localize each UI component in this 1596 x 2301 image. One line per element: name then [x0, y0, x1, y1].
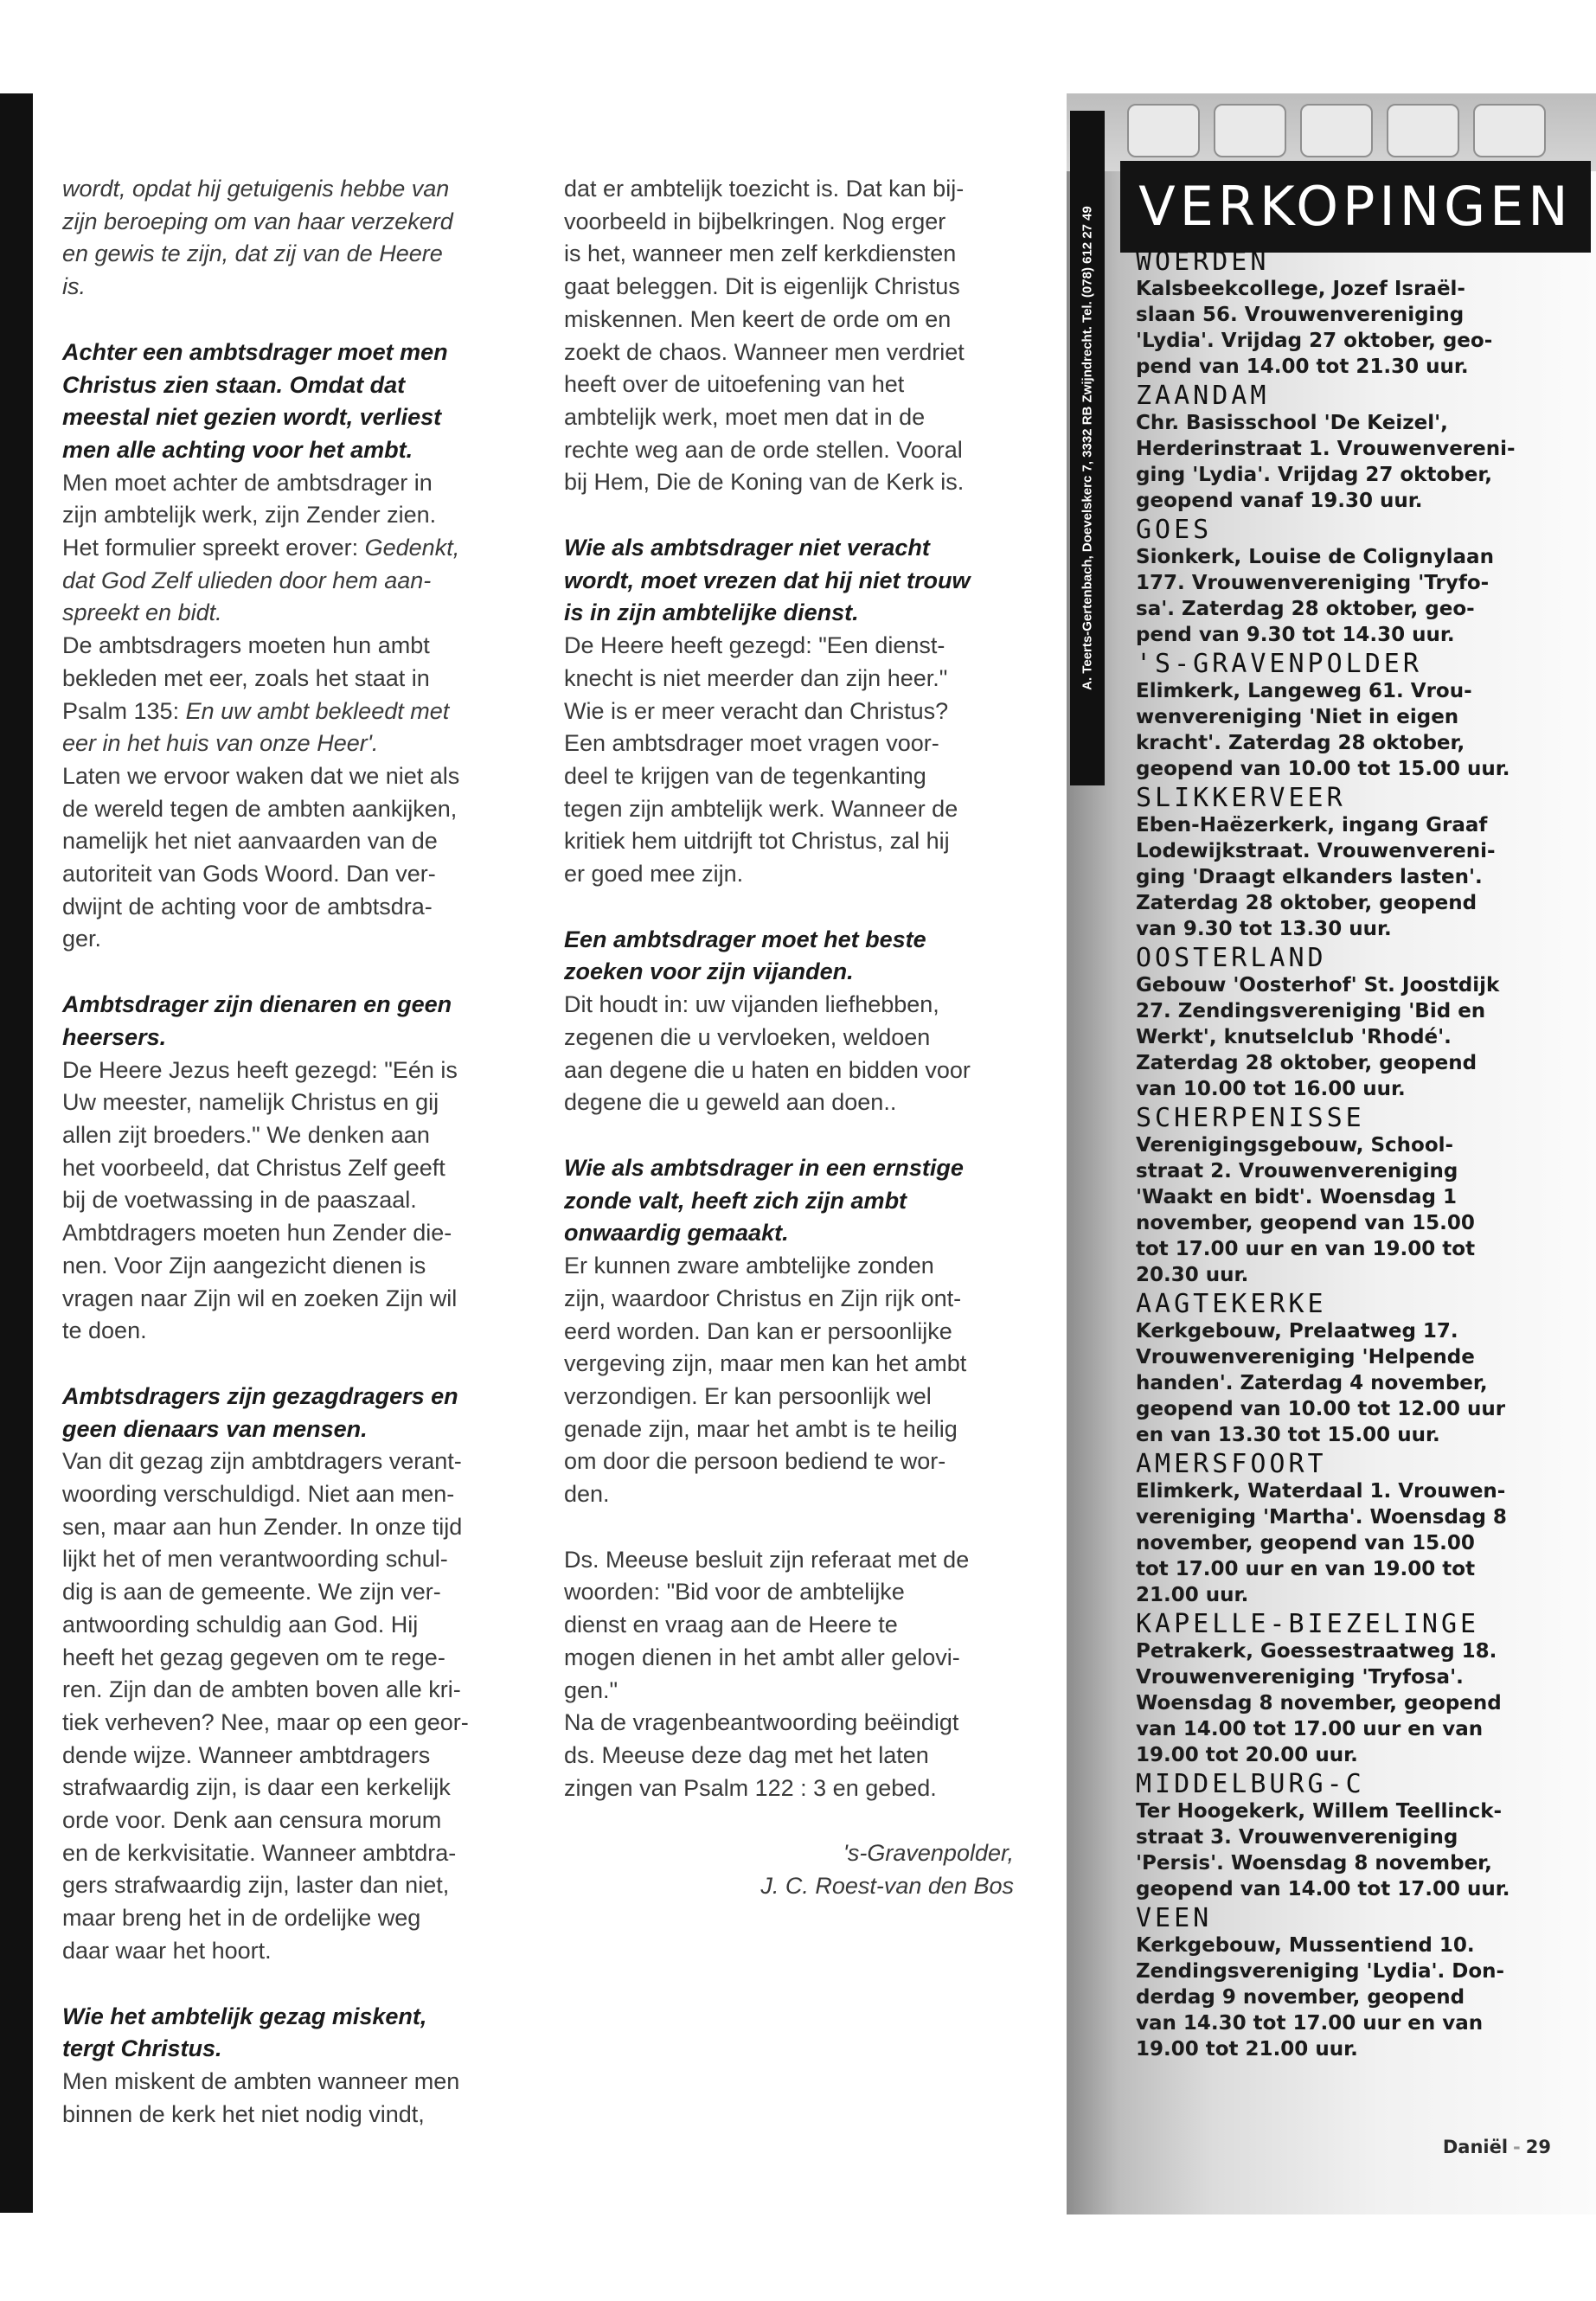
sale-entry-detail: Vrouwenvereniging 'Helpende [1136, 1346, 1475, 1368]
sale-entry-detail: 'Waakt en bidt'. Woensdag 1 [1136, 1186, 1457, 1208]
article-signature: 's-Gravenpolder, J. C. Roest-van den Bos [760, 1840, 1014, 1900]
magazine-name: Daniël [1442, 2137, 1509, 2157]
sale-entry-detail: vereniging 'Martha'. Woensdag 8 [1136, 1506, 1507, 1529]
sale-entry-place: KAPELLE-BIEZELINGE [1136, 1609, 1480, 1639]
sale-entry [1136, 784, 1586, 942]
sale-entry-detail: Elimkerk, Langeweg 61. Vrou- [1136, 680, 1472, 702]
sale-entry [1136, 1610, 1586, 1768]
sale-entry-detail: geopend van 10.00 tot 12.00 uur [1136, 1398, 1506, 1420]
sale-entry-detail: Zaterdag 28 oktober, geopend [1136, 892, 1477, 914]
c1-paragraph-4: Van dit gezag zijn ambtdragers verant- woording verschuldigd. Niet aan men- sen, maar aan hun Zender. In onze tijd lijkt het of men verantwoording schul- dig is aan de gemeente. We zijn ver- antwoording schuldig aan God. Hij heeft het gezag gegeven om te rege- ren. Zijn dan de ambten boven alle kri- tiek verheven? Nee, maar op een geor- dende wijze. Wanneer ambtdragers strafwaardig zijn, is daar een kerkelijk orde voor. Denk aan censura morum en de kerkvisitatie. Wanneer ambtdra- gers strafwaardig zijn, laster dan niet, maar breng het in de ordelijke weg daar waar het hoort. [62, 1448, 469, 1964]
c1-subheading-ambtsdrager-christus: Achter een ambtsdrager moet men Christus zien staan. Omdat dat meestal niet gezien wordt, verliest men alle achting voor het ambt. [62, 338, 448, 463]
keyboard-key [1473, 104, 1546, 157]
c1-paragraph-5: Men miskent de ambten wanneer men binnen de kerk het niet nodig vindt, [62, 2067, 460, 2127]
sale-entry [1136, 381, 1586, 514]
c2-subheading-vijanden: Een ambtsdrager moet het beste zoeken voor zijn vijanden. [564, 926, 926, 985]
sale-entry [1136, 944, 1586, 1102]
sale-entry-detail: straat 3. Vrouwenvereniging [1136, 1826, 1458, 1849]
sale-entry-detail: 20.30 uur. [1136, 1264, 1249, 1286]
sale-entry-detail: Sionkerk, Louise de Colignylaan [1136, 546, 1494, 568]
sale-entry-detail: tot 17.00 uur en van 19.00 tot [1136, 1238, 1476, 1260]
sale-entry-detail: van 14.30 tot 17.00 uur en van [1136, 2012, 1484, 2035]
sale-entry-detail: Chr. Basisschool 'De Keizel', [1136, 412, 1448, 434]
sale-entry-detail: Ter Hoogekerk, Willem Teellinck- [1136, 1800, 1503, 1823]
sale-entry-detail: 177. Vrouwenvereniging 'Tryfo- [1136, 572, 1490, 594]
sale-entry-detail: kracht'. Zaterdag 28 oktober, [1136, 732, 1465, 754]
sale-entry-detail: geopend van 10.00 tot 15.00 uur. [1136, 758, 1510, 780]
sale-entry-detail: handen'. Zaterdag 4 november, [1136, 1372, 1488, 1394]
sale-entry-detail: sa'. Zaterdag 28 oktober, geo- [1136, 598, 1475, 620]
sale-entry [1136, 247, 1586, 380]
c2-paragraph-6: Na de vragenbeantwoording beëindigt ds. Meeuse deze dag met het laten zingen van Psalm 122 : 3 en gebed. [564, 1709, 959, 1801]
article-column-left [62, 173, 512, 2131]
c2-paragraph-5: Ds. Meeuse besluit zijn referaat met de woorden: "Bid voor de ambtelijke dienst en vraag aan de Heere te mogen dienen in het ambt aller gelovi- gen." [564, 1546, 970, 1703]
c2-paragraph-3: Dit houdt in: uw vijanden liefhebben, zegenen die u vervloeken, weldoen aan degene die u haten en bidden voor degene die u geweld aan doen.. [564, 991, 971, 1116]
sale-entry-detail: 27. Zendingsvereniging 'Bid en [1136, 1000, 1486, 1022]
sale-entry-detail: november, geopend van 15.00 [1136, 1532, 1475, 1554]
sale-entry-place: OOSTERLAND [1136, 943, 1327, 973]
sale-entry-detail: 19.00 tot 20.00 uur. [1136, 1744, 1358, 1766]
sale-entry-detail: Petrakerk, Goessestraatweg 18. [1136, 1640, 1497, 1663]
c1-subheading-dienaren: Ambtsdrager zijn dienaren en geen heersers. [62, 991, 452, 1050]
sale-entry-detail: Lodewijkstraat. Vrouwenvereni- [1136, 840, 1496, 862]
contact-credit-text: A. Teerts-Gertenbach, Doevelskerc 7, 3332 RB Zwijndrecht. Tel. (078) 612 27 49 [1080, 206, 1095, 690]
sale-entry-detail: Zendingsvereniging 'Lydia'. Don- [1136, 1960, 1505, 1983]
sale-entry-place: AMERSFOORT [1136, 1449, 1327, 1479]
sale-entry-detail: geopend van 14.00 tot 17.00 uur. [1136, 1878, 1510, 1900]
keyboard-key [1214, 104, 1286, 157]
sale-entry-detail: Zaterdag 28 oktober, geopend [1136, 1052, 1477, 1074]
c2-subheading-ernstige-zonde: Wie als ambtsdrager in een ernstige zonde valt, heeft zich zijn ambt onwaardig gemaakt. [564, 1154, 964, 1247]
sale-entry [1136, 1290, 1586, 1448]
sale-entry [1136, 1450, 1586, 1608]
sale-entry-detail: en van 13.30 tot 15.00 uur. [1136, 1424, 1440, 1446]
c1-paragraph-3: De Heere Jezus heeft gezegd: "Eén is Uw meester, namelijk Christus en gij allen zijt broeders." We denken aan het voorbeeld, dat Christus Zelf geeft bij de voetwassing in de paaszaal. Ambtdragers moeten hun Zender die- nen. Voor Zijn aangezicht dienen is vragen naar Zijn wil en zoeken Zijn wil te doen. [62, 1056, 458, 1344]
sale-entry-place: MIDDELBURG-C [1136, 1769, 1365, 1799]
sale-entry-detail: tot 17.00 uur en van 19.00 tot [1136, 1558, 1476, 1580]
binding-edge-bar [0, 93, 33, 2213]
keyboard-key [1127, 104, 1200, 157]
c1-paragraph-1: wordt, opdat hij getuigenis hebbe van zijn beroeping om van haar verzekerd en gewis te zijn, dat zij van de Heere is. [62, 176, 453, 300]
sale-entry-detail: Kalsbeekcollege, Jozef Israël- [1136, 278, 1465, 300]
sidebar-title: VERKOPINGEN [1120, 161, 1591, 253]
sale-entry-detail: van 9.30 tot 13.30 uur. [1136, 918, 1392, 940]
sale-entry-place: VEEN [1136, 1903, 1213, 1933]
sale-entry [1136, 1770, 1586, 1902]
sale-entry-place: GOES [1136, 515, 1213, 545]
sale-entry-detail: november, geopend van 15.00 [1136, 1212, 1475, 1234]
sale-entry-detail: 19.00 tot 21.00 uur. [1136, 2038, 1358, 2061]
sale-entry-detail: pend van 9.30 tot 14.30 uur. [1136, 624, 1455, 646]
sale-entry-place: WOERDEN [1136, 247, 1270, 277]
sale-entry-detail: Eben-Haëzerkerk, ingang Graaf [1136, 814, 1488, 836]
sale-entry-detail: Elimkerk, Waterdaal 1. Vrouwen- [1136, 1480, 1506, 1503]
sale-entry [1136, 1904, 1586, 2062]
sale-entry-detail: Kerkgebouw, Mussentiend 10. [1136, 1934, 1475, 1957]
sale-entry-detail: pend van 14.00 tot 21.30 uur. [1136, 356, 1469, 378]
sale-entry-detail: geopend vanaf 19.30 uur. [1136, 490, 1423, 512]
verkopingen-sidebar [1067, 93, 1596, 2214]
sale-entry-place: SCHERPENISSE [1136, 1103, 1365, 1133]
sale-entry-detail: straat 2. Vrouwenvereniging [1136, 1160, 1458, 1183]
c1-paragraph-2: Men moet achter de ambtsdrager in zijn ambtelijk werk, zijn Zender zien. Het formulier spreekt erover: Gedenkt, dat God Zelf ulieden door hem aan- spreekt en bidt. De ambtsdragers moeten hun ambt bekleden met eer, zoals het staat in Psalm 135: En uw ambt bekleedt met eer in het huis van onze Heer'. Laten we ervoor waken dat we niet als de wereld tegen de ambten aankijken, namelijk het niet aanvaarden van de autoriteit van Gods Woord. Dan ver- dwijnt de achting voor de ambtsdra- ger. [62, 469, 460, 952]
sale-entry-detail: van 14.00 tot 17.00 uur en van [1136, 1718, 1484, 1740]
c2-paragraph-1: dat er ambtelijk toezicht is. Dat kan bij- voorbeeld in bijbelkringen. Nog erger is het, wanneer men zelf kerkdiensten gaat beleggen. Dit is eigenlijk Christus miskennen. Men keert de orde om en zoekt de chaos. Wanneer men verdriet heeft over de uitoefening van het ambtelijk werk, moet men dat in de rechte weg aan de orde stellen. Vooral bij Hem, Die de Koning van de Kerk is. [564, 176, 965, 496]
article-column-middle [564, 173, 1014, 1903]
sale-entry-detail: Woensdag 8 november, geopend [1136, 1692, 1502, 1715]
sale-entry-detail: slaan 56. Vrouwenvereniging [1136, 304, 1465, 326]
c2-paragraph-4: Er kunnen zware ambtelijke zonden zijn, waardoor Christus en Zijn rijk ont- eerd worden. Dan kan er persoonlijke vergeving zijn, maar men kan het ambt verzondigen. Er kan persoonlijk wel genade zijn, maar het ambt is te heilig om door die persoon bediend te wor- den. [564, 1253, 967, 1508]
sale-entry-place: AAGTEKERKE [1136, 1289, 1327, 1319]
keyboard-key [1300, 104, 1373, 157]
sale-entry-detail: derdag 9 november, geopend [1136, 1986, 1465, 2009]
sale-entry-place: 'S-GRAVENPOLDER [1136, 649, 1422, 679]
keyboard-photo-strip [1067, 93, 1596, 171]
sale-entry-detail: Kerkgebouw, Prelaatweg 17. [1136, 1320, 1458, 1343]
page-number: 29 [1525, 2137, 1551, 2157]
keyboard-key [1387, 104, 1459, 157]
sale-entry-detail: 21.00 uur. [1136, 1584, 1249, 1606]
sale-entry [1136, 650, 1586, 782]
sale-entry-detail: ging 'Draagt elkanders lasten'. [1136, 866, 1483, 888]
c1-subheading-gezag-miskent: Wie het ambtelijk gezag miskent, tergt Christus. [62, 2003, 427, 2062]
sale-entry-detail: 'Lydia'. Vrijdag 27 oktober, geo- [1136, 330, 1493, 352]
sale-listings [1136, 246, 1586, 2062]
sale-entry-detail: ging 'Lydia'. Vrijdag 27 oktober, [1136, 464, 1493, 486]
sale-entry [1136, 516, 1586, 648]
sale-entry-detail: wenvereniging 'Niet in eigen [1136, 706, 1459, 728]
c2-paragraph-2: De Heere heeft gezegd: "Een dienst- knecht is niet meerder dan zijn heer." Wie is er meer veracht dan Christus? Een ambtsdrager moet vragen voor- deel te krijgen van de tegenkanting tegen zijn ambtelijk werk. Wanneer de kritiek hem uitdrijft tot Christus, zal hij er goed mee zijn. [564, 632, 958, 888]
sale-entry [1136, 1104, 1586, 1288]
sale-entry-detail: Herderinstraat 1. Vrouwenvereni- [1136, 438, 1516, 460]
sale-entry-detail: Werkt', knutselclub 'Rhodé'. [1136, 1026, 1452, 1048]
sale-entry-detail: 'Persis'. Woensdag 8 november, [1136, 1852, 1492, 1875]
sale-entry-detail: Gebouw 'Oosterhof' St. Joostdijk [1136, 974, 1500, 997]
c1-subheading-gezagdragers: Ambtsdragers zijn gezagdragers en geen dienaars van mensen. [62, 1382, 458, 1442]
sale-entry-detail: Vrouwenvereniging 'Tryfosa'. [1136, 1666, 1464, 1689]
footer-separator: - [1513, 2137, 1521, 2157]
c2-subheading-veracht: Wie als ambtsdrager niet veracht wordt, moet vrezen dat hij niet trouw is in zijn ambtelijke dienst. [564, 535, 971, 626]
page-footer [1443, 2137, 1551, 2157]
sale-entry-detail: van 10.00 tot 16.00 uur. [1136, 1078, 1406, 1100]
sale-entry-place: SLIKKERVEER [1136, 783, 1346, 813]
sale-entry-detail: Verenigingsgebouw, School- [1136, 1134, 1454, 1157]
sale-entry-place: ZAANDAM [1136, 381, 1270, 411]
